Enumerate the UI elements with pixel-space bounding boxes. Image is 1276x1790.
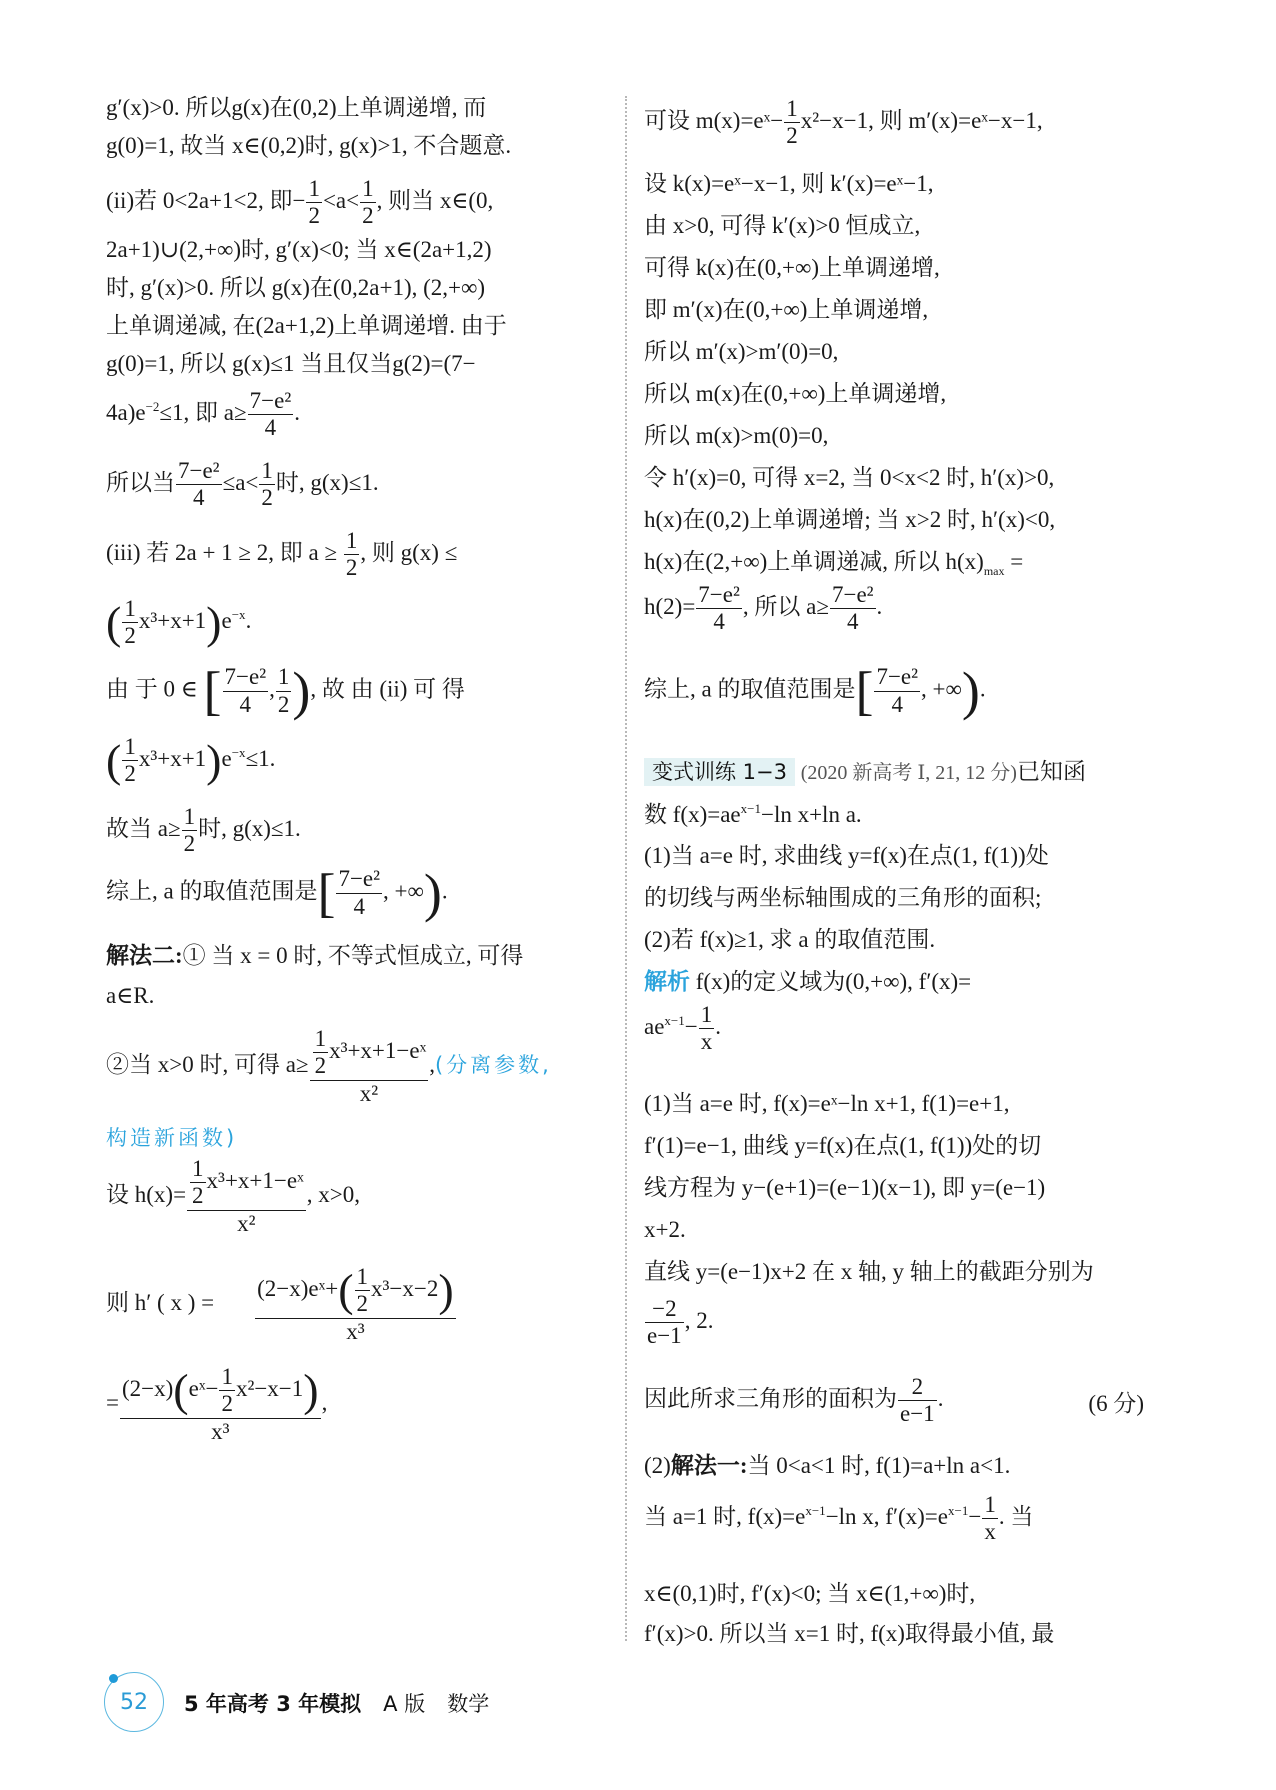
text-line: 上单调递减, 在(2a+1,2)上单调递增. 由于: [106, 313, 507, 338]
fraction: $\frac{1}{2}$: [362, 176, 374, 229]
fraction: $\frac{\text{7−e²}}{4}$: [178, 458, 220, 511]
text-line: 综上, a 的取值范围是[ $\frac{\text{7−e²}}{4}$ , +∞).: [106, 863, 448, 923]
text-line: g(0)=1, 故当 x∈(0,2)时, g(x)>1, 不合题意.: [106, 133, 512, 158]
hint-note: (分离参数,: [434, 1052, 552, 1077]
fraction: $\frac{1}{2}$: [308, 176, 320, 229]
fraction: $\frac{1}{2}$: [124, 596, 136, 649]
text-line: 可设 m(x)=eˣ− $\frac{1}{2}$ x²−x−1, 则 m′(x)=eˣ−x−1,: [644, 96, 1043, 149]
text-line: h(x)在(2,+∞)上单调递减, 所以 $h(x)_{max}$ =: [644, 549, 1024, 578]
text-line: h(x)在(0,2)上单调递增; 当 x>2 时, h′(x)<0,: [644, 507, 1056, 532]
fraction: (2−x)(eˣ− $\frac{1}{2}$ x²−x−1) x³: [121, 1364, 319, 1444]
edition-label: A 版: [383, 1692, 426, 1716]
text-line: 即 m′(x)在(0,+∞)上单调递增,: [644, 297, 929, 322]
text-line: 所以当 $\frac{\text{7−e²}}{4}$ ≤a< $\frac{1}{2}$ 时, g(x)≤1.: [106, 458, 379, 511]
fraction: $\frac{1}{2}$ x³+x+1−eˣ x²: [310, 1026, 429, 1107]
text-line: 所以 m(x)在(0,+∞)上单调递增,: [644, 381, 947, 406]
text-line: 时, g′(x)>0. 所以 g(x)在(0,2a+1), (2,+∞): [106, 275, 486, 300]
text-line: (1)当 a=e 时, f(x)=eˣ−ln x+1, f(1)=e+1,: [644, 1091, 1010, 1116]
fraction: $\frac{\text{7−e²}}{4}$: [338, 866, 381, 919]
text-line: $\frac{-2}{e-1}$ , 2.: [647, 1296, 714, 1349]
text-line: 由 于 0 ∈ [ $\frac{\text{7−e²}}{4}$ , $\frac{1}{2}$ ), 故 由 (ii) 可 得: [106, 661, 465, 721]
text-line: x+2.: [644, 1217, 686, 1242]
text-line: ( $\frac{1}{2}$ $x^3+x+1)e^{-x}\le 1$.: [106, 734, 276, 787]
fraction: $\frac{-2}{e-1}$: [647, 1296, 682, 1349]
subject-label: 数学: [447, 1692, 490, 1716]
text-line: f′(1)=e−1, 曲线 y=f(x)在点(1, f(1))处的切: [644, 1133, 1042, 1158]
text-line: $4a)e^{-2}\le 1$, 即 a≥ $\frac{\text{7−e²}}{4}$ .: [106, 388, 300, 441]
text-line: 令 h′(x)=0, 可得 x=2, 当 0<x<2 时, h′(x)>0,: [644, 465, 1055, 490]
text-line: = (2−x)(eˣ− $\frac{1}{2}$ x²−x−1) x³ ,: [106, 1364, 328, 1444]
analysis-label: 解析: [644, 969, 690, 995]
text-line: g(0)=1, 所以 g(x)≤1 当且仅当g(2)=(7−: [106, 351, 476, 376]
text-line: 数 $f(x)=ae^{x-1}-\ln$ x+ln a.: [644, 801, 862, 827]
fraction: $\frac{1}{2}$: [183, 804, 196, 857]
fraction: $\frac{\text{7−e²}}{4}$: [698, 582, 740, 635]
fraction: (2−x)eˣ+( $\frac{1}{2}$ x³−x−2) x³: [257, 1264, 454, 1344]
fraction: $\frac{1}{x}$: [984, 1492, 996, 1545]
text-line: 可得 k(x)在(0,+∞)上单调递增,: [644, 255, 940, 280]
text-line: 故当 a≥ $\frac{1}{2}$ 时, g(x)≤1.: [106, 804, 301, 857]
fraction: $\frac{1}{2}$: [345, 528, 358, 581]
text-line: 因此所求三角形的面积为 $\frac{2}{e-1}$ . (6 分): [644, 1374, 1144, 1427]
method-one-label: 解法一:: [670, 1453, 748, 1478]
text-line: ②当 x>0 时, 可得 a≥ $\frac{1}{2}$ x³+x+1−eˣ x² ,(分离参数,: [106, 1026, 552, 1106]
text-line: 设 h(x)= $\frac{1}{2}$ x³+x+1−eˣ x² , x>0,: [106, 1156, 360, 1236]
text-line: 2a+1)∪(2,+∞)时, g′(x)<0; 当 x∈(2a+1,2): [106, 237, 492, 262]
page-footer: [104, 1672, 564, 1732]
fraction: $\frac{1}{x}$: [700, 1002, 713, 1055]
fraction: $\frac{1}{2}$ x³+x+1−eˣ x²: [187, 1156, 306, 1237]
fraction: $\frac{\text{7−e²}}{4}$: [876, 664, 919, 717]
text-line: 直线 y=(e−1)x+2 在 x 轴, y 轴上的截距分别为: [644, 1259, 1094, 1284]
text-line: g′(x)>0. 所以g(x)在(0,2)上单调递增, 而: [106, 95, 487, 120]
text-line: a∈R.: [106, 983, 155, 1008]
text-line: 综上, a 的取值范围是[ $\frac{\text{7−e²}}{4}$ , +∞).: [644, 661, 986, 721]
fraction: $\frac{1}{2}$: [124, 734, 136, 787]
text-line: (2)解法一:当 0<a<1 时, f(1)=a+ln a<1.: [644, 1453, 1011, 1478]
text-line: 解析 f(x)的定义域为(0,+∞), f′(x)=: [644, 969, 972, 995]
fraction: $\frac{\text{7−e²}}{4}$: [831, 582, 874, 635]
fraction: $\frac{\text{7−e²}}{4}$: [224, 664, 267, 717]
text-line: 所以 m(x)>m(0)=0,: [644, 423, 829, 448]
text-line: (1)当 a=e 时, 求曲线 y=f(x)在点(1, f(1))处: [644, 843, 1049, 868]
exercise-header: 变式训练 1−3 (2020 新高考 Ⅰ, 21, 12 分)已知函: [644, 760, 1086, 783]
text-line: h(2)= $\frac{\text{7−e²}}{4}$ , 所以 a≥ $\frac{\text{7−e²}}{4}$ .: [644, 582, 883, 635]
fraction: $\frac{\text{7−e²}}{4}$: [249, 388, 292, 441]
text-line: (iii) 若 2a + 1 ≥ 2, 即 a ≥ $\frac{1}{2}$ , 则 g(x) ≤: [106, 528, 458, 581]
text-line: 设 k(x)=eˣ−x−1, 则 k′(x)=eˣ−1,: [644, 171, 934, 196]
exercise-source: (2020 新高考 Ⅰ, 21, 12 分): [800, 762, 1017, 784]
dot-icon: [109, 1674, 118, 1683]
text-line: (2)若 f(x)≥1, 求 a 的取值范围.: [644, 927, 936, 952]
text-line: f′(x)>0. 所以当 x=1 时, f(x)取得最小值, 最: [644, 1621, 1055, 1646]
column-divider: [625, 96, 627, 1641]
text-line: 线方程为 y−(e+1)=(e−1)(x−1), 即 y=(e−1): [644, 1175, 1046, 1200]
fraction: $\frac{2}{e-1}$: [900, 1374, 935, 1427]
score-label: (6 分): [1088, 1391, 1144, 1416]
text-line: 解法二:① 当 x = 0 时, 不等式恒成立, 可得: [106, 943, 524, 968]
text-line: (ii)若 0<2a+1<2, 即− $\frac{1}{2}$ <a< $\frac{1}{2}$ , 则当 x∈(0,: [106, 176, 494, 229]
fraction: $\frac{1}{2}$: [261, 458, 273, 511]
text-line: 当 a=1 时, $f(x)=e^{x-1}-\ln$ x, $f'(x)=e^{x-1}-$ $\frac{1}{x}$ . 当: [644, 1492, 1034, 1545]
exercise-badge: 变式训练 1−3: [644, 758, 795, 786]
text-line: ( $\frac{1}{2}$ $x^3+x+1)e^{-x}$.: [106, 596, 252, 649]
hint-note: 构造新函数): [106, 1126, 238, 1150]
method-two-label: 解法二:: [106, 943, 183, 968]
text-line: 则 h′ ( x ) = (2−x)eˣ+( $\frac{1}{2}$ x³−x−2) x³: [106, 1264, 454, 1344]
fraction: $\frac{1}{2}$: [277, 664, 290, 717]
text-line: $ae^{x-1}-$ $\frac{1}{x}$ .: [644, 1002, 721, 1055]
text-line: [106, 1126, 237, 1149]
text-line: 的切线与两坐标轴围成的三角形的面积;: [644, 885, 1042, 910]
text-line: x∈(0,1)时, f′(x)<0; 当 x∈(1,+∞)时,: [644, 1581, 976, 1606]
book-title: 5 年高考 3 年模拟 A 版 数学: [184, 1692, 490, 1716]
fraction: $\frac{1}{2}$: [786, 96, 798, 149]
page-number: 52: [120, 1689, 148, 1715]
text-line: 所以 m′(x)>m′(0)=0,: [644, 339, 839, 364]
text-line: 由 x>0, 可得 k′(x)>0 恒成立,: [644, 213, 921, 238]
